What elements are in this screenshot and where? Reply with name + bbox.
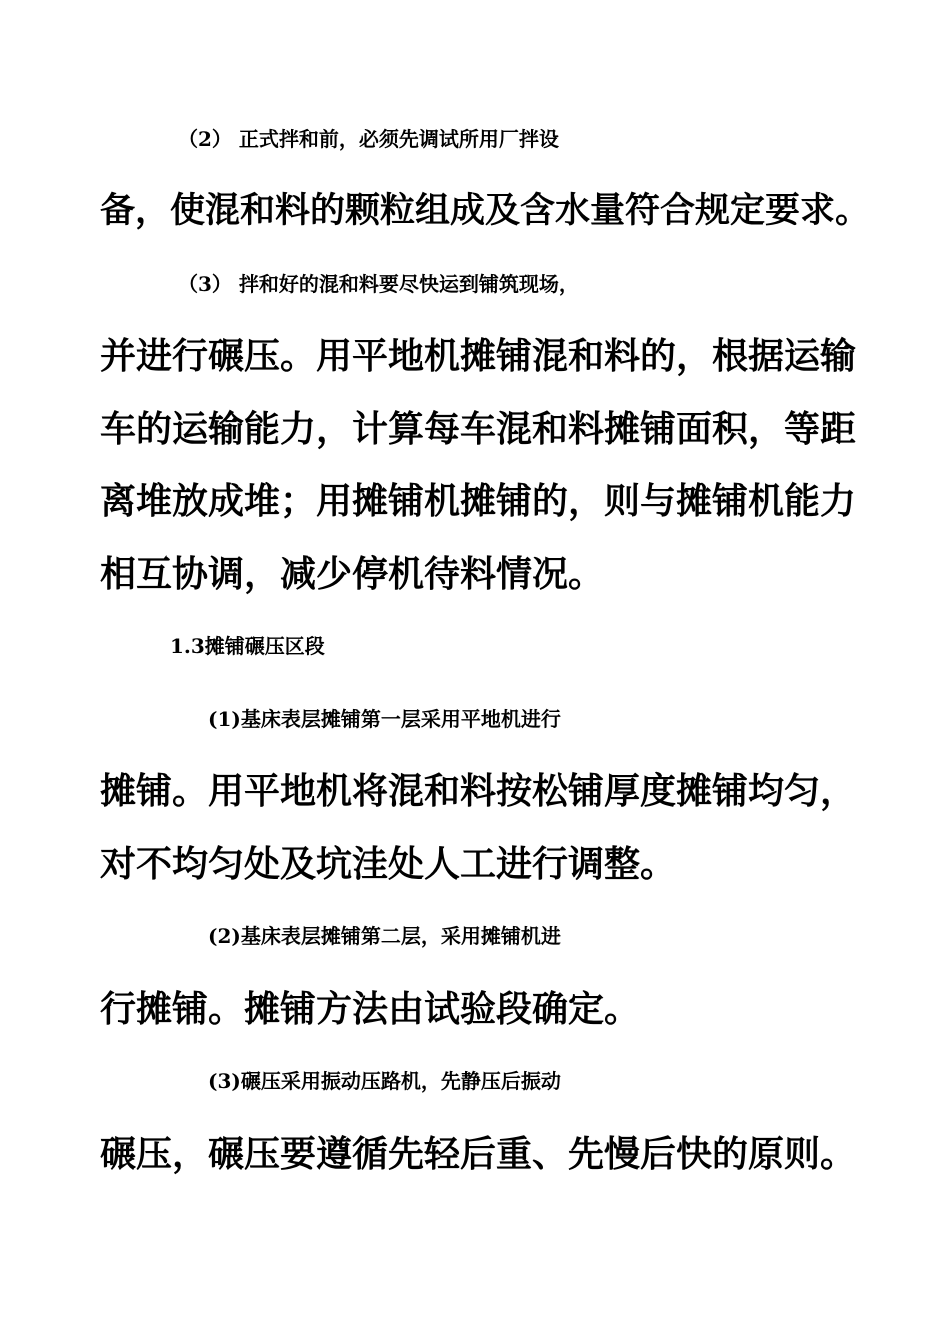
para-3-line-5: 相互协调，减少停机待料情况。: [100, 553, 605, 595]
para-s1-line-1: (1)基床表层摊铺第一层采用平地机进行: [208, 707, 561, 731]
para-s1-line-3: 对不均匀处及坑洼处人工进行调整。: [100, 843, 677, 885]
para-2-line-1: （2） 正式拌和前，必须先调试所用厂拌设: [178, 127, 559, 151]
para-3-line-4: 离堆放成堆；用摊铺机摊铺的，则与摊铺机能力: [100, 480, 857, 522]
para-s3-line-1: (3)碾压采用振动压路机，先静压后振动: [208, 1069, 561, 1093]
para-s2-line-1: (2)基床表层摊铺第二层，采用摊铺机进: [208, 924, 561, 948]
para-3-line-3: 车的运输能力，计算每车混和料摊铺面积，等距: [100, 408, 857, 450]
para-3-line-2: 并进行碾压。用平地机摊铺混和料的，根据运输: [100, 335, 857, 377]
para-s1-line-2: 摊铺。用平地机将混和料按松铺厚度摊铺均匀，: [100, 770, 857, 812]
para-s3-line-2: 碾压，碾压要遵循先轻后重、先慢后快的原则。: [100, 1133, 857, 1175]
para-3-line-1: （3） 拌和好的混和料要尽快运到铺筑现场，: [178, 272, 579, 296]
section-heading: 1.3摊铺碾压区段: [170, 634, 325, 658]
para-2-line-2: 备，使混和料的颗粒组成及含水量符合规定要求。: [100, 190, 871, 231]
para-s2-line-2: 行摊铺。摊铺方法由试验段确定。: [100, 988, 641, 1030]
